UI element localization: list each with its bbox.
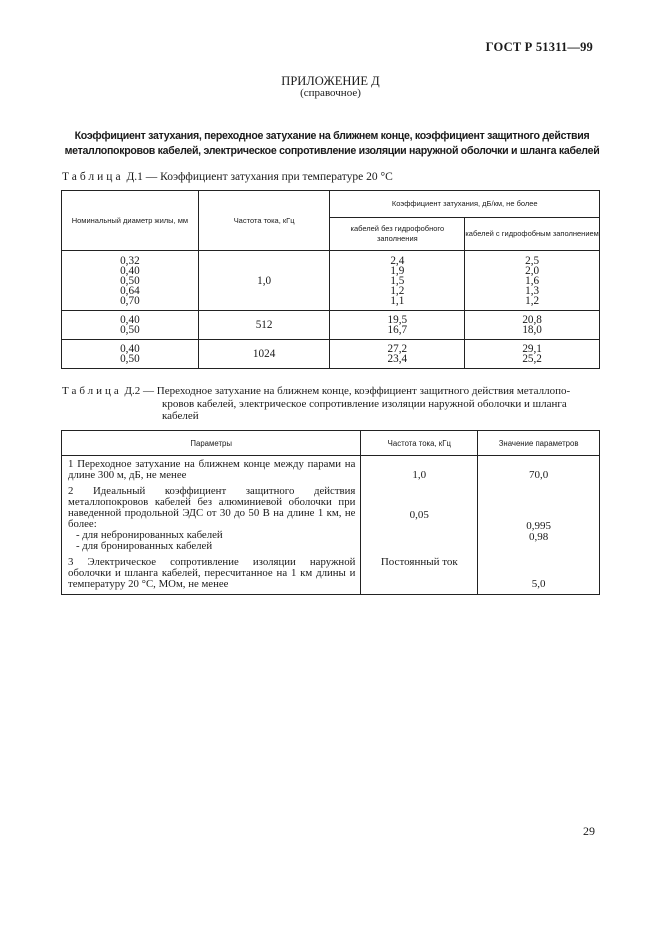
table2-caption <box>62 385 602 423</box>
table1-caption-label: Таблица <box>62 171 124 183</box>
header-params: Параметры <box>62 431 361 456</box>
header-frequency: Частота тока, кГц <box>198 191 330 251</box>
table1-caption-text: Д.1 — Коэффициент затухания при температуре 20 °С <box>126 171 393 183</box>
frequency-cell: 1,0 <box>198 251 330 311</box>
attenuation-table <box>61 190 600 369</box>
param-text: 1 Переходное затухание на ближнем конце между парами на длине 300 м, дБ, не менее <box>62 456 361 484</box>
no-filler-cell: 27,2 23,4 <box>330 340 465 369</box>
param-text: 3 Электрическое сопротивление изоляции наружной оболочки и шланга кабелей, пересчитанное на 1 км длины и температуру 20 °С, МОм, не менее <box>62 554 361 595</box>
frequency-cell: 0,05 <box>361 483 478 554</box>
header-diameter: Номинальный диаметр жилы, мм <box>62 191 199 251</box>
value-cell: 70,0 <box>478 456 600 484</box>
header-attenuation: Коэффициент затухания, дБ/км, не более <box>330 191 600 218</box>
no-filler-cell: 2,4 1,9 1,5 1,2 1,1 <box>330 251 465 311</box>
table-row <box>62 251 600 311</box>
header-no-filler: кабелей без гидрофобного заполнения <box>330 218 465 251</box>
param-sub-unarmored: - для небронированных кабелей <box>76 529 223 541</box>
appendix-title: ПРИЛОЖЕНИЕ Д <box>281 74 380 88</box>
no-filler-cell: 19,5 16,7 <box>330 311 465 340</box>
appendix-subtitle: (справочное) <box>300 87 361 99</box>
param-sub-armored: - для бронированных кабелей <box>76 540 213 552</box>
param-main-text: 2 Идеальный коэффициент защитного действия металлопокровов кабелей без алюминиевой оболочки при наведенной продольной ЭДС от 30 до 50 В на длине 1 км, не более: <box>68 485 356 530</box>
page-number: 29 <box>583 824 595 838</box>
diameter-cell: 0,32 0,40 0,50 0,64 0,70 <box>62 251 199 311</box>
with-filler-cell: 29,1 25,2 <box>465 340 600 369</box>
with-filler-cell: 2,5 2,0 1,6 1,3 1,2 <box>465 251 600 311</box>
header-value: Значение параметров <box>478 431 600 456</box>
table2-caption-label: Таблица <box>62 385 122 397</box>
document-code: ГОСТ Р 51311—99 <box>485 40 593 54</box>
table2-caption-line1: Д.2 — Переходное затухание на ближнем конце, коэффициент защитного действия металлопо- <box>124 385 571 397</box>
with-filler-cell: 20,8 18,0 <box>465 311 600 340</box>
table-row <box>62 554 600 595</box>
frequency-cell: 512 <box>198 311 330 340</box>
section-title: Коэффициент затухания, переходное затухание на ближнем конце, коэффициент защитного действия металлопокровов кабелей, электрическое сопротивление изоляции наружной оболочки и шланга кабелей <box>64 130 600 157</box>
table2-caption-line3: кабелей <box>162 410 199 422</box>
param-text <box>62 483 361 554</box>
frequency-cell: Постоянный ток <box>361 554 478 595</box>
table-row <box>62 311 600 340</box>
table-row <box>62 456 600 484</box>
header-with-filler: кабелей с гидрофобным заполнением <box>465 218 600 251</box>
frequency-cell: 1,0 <box>361 456 478 484</box>
diameter-cell: 0,40 0,50 <box>62 311 199 340</box>
diameter-cell: 0,40 0,50 <box>62 340 199 369</box>
table-row <box>62 340 600 369</box>
table2-caption-line2: кровов кабелей, электрическое сопротивление изоляции наружной оболочки и шланга <box>162 397 567 410</box>
table1-caption <box>62 171 393 183</box>
table-row <box>62 483 600 554</box>
header-frequency: Частота тока, кГц <box>361 431 478 456</box>
frequency-cell: 1024 <box>198 340 330 369</box>
value-cell: 0,995 0,98 <box>478 483 600 554</box>
parameters-table <box>61 430 600 595</box>
value-cell: 5,0 <box>478 554 600 595</box>
